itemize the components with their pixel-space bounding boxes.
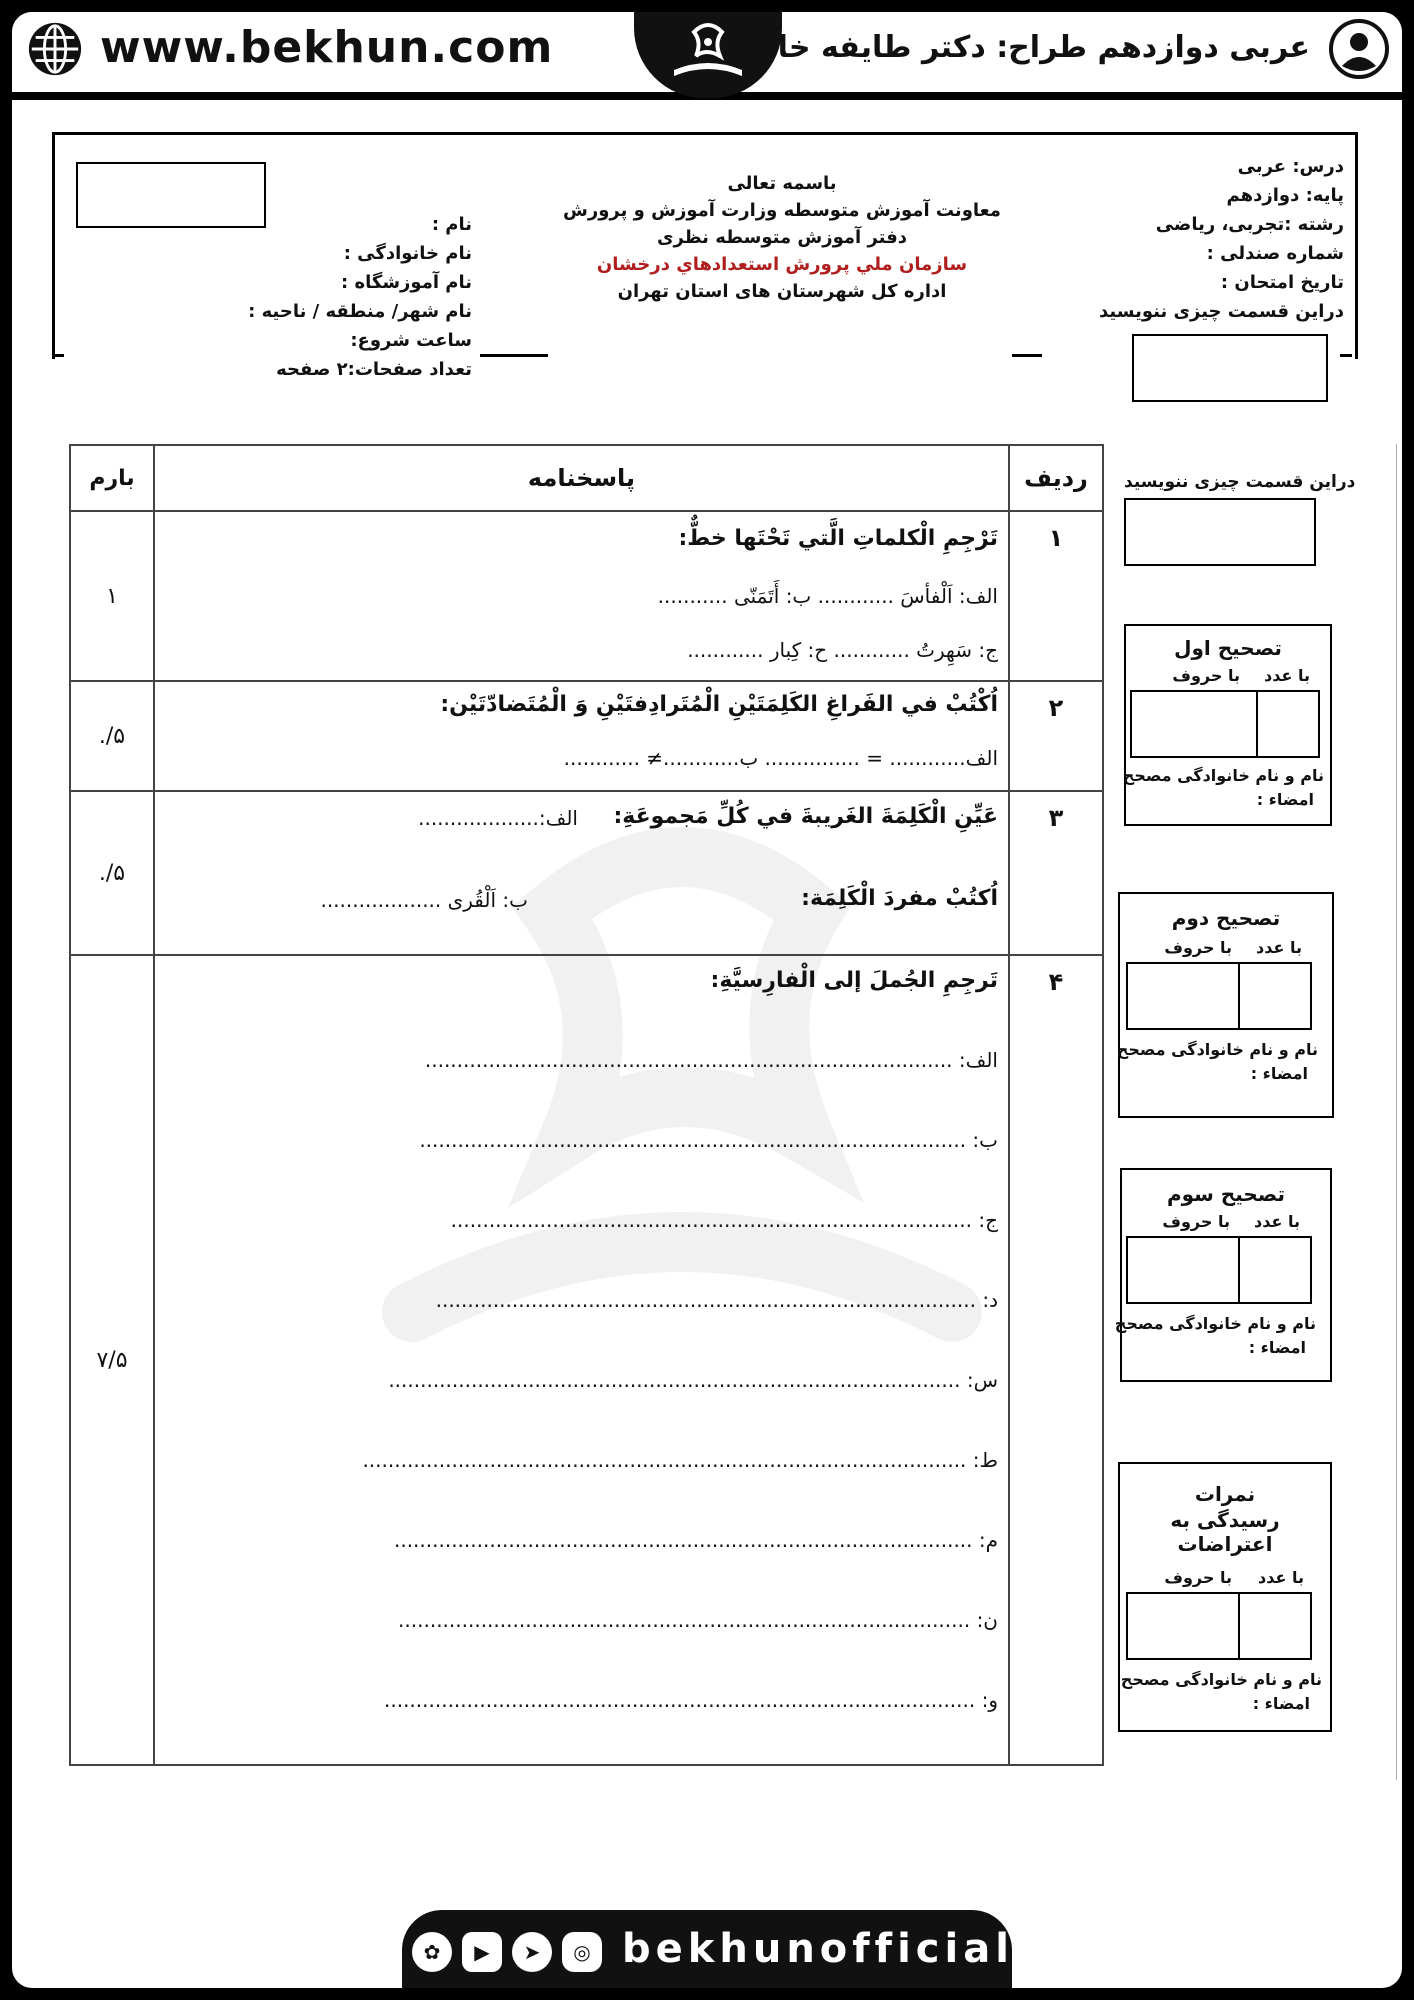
header-dash-left bbox=[480, 354, 548, 357]
course-label: درس: عربی bbox=[1237, 156, 1344, 177]
by-letters-label: با حروف bbox=[1172, 666, 1240, 685]
score-number-cell[interactable] bbox=[1238, 962, 1312, 1030]
grading-box-subtitle: رسیدگی به اعتراضات bbox=[1170, 1508, 1280, 1556]
table-header-row bbox=[70, 445, 1103, 511]
side-top-box bbox=[1124, 498, 1316, 566]
grading-box-title: نمرات bbox=[1194, 1482, 1256, 1506]
q4-item-sin[interactable]: س: .......................................................................................... bbox=[388, 1368, 998, 1392]
score-number-cell[interactable] bbox=[1238, 1592, 1312, 1660]
q4-answer-area[interactable] bbox=[154, 955, 1009, 1765]
table-row bbox=[70, 791, 1103, 955]
site-url[interactable]: www.bekhun.com bbox=[100, 22, 554, 73]
score-letters-cell[interactable] bbox=[1130, 690, 1258, 758]
q1-line-1[interactable]: الف: اَلْفأسَ ............ ب: أَتَمَنّی ........... bbox=[657, 584, 998, 608]
by-number-label: با عدد bbox=[1258, 1568, 1304, 1587]
score-letters-cell[interactable] bbox=[1126, 1592, 1240, 1660]
q1-title: تَرْجِمِ الْكلماتِ الَّتي تَحْتَها خطٌّ: bbox=[678, 526, 998, 551]
user-icon bbox=[1328, 18, 1390, 80]
q4-number: ۴ bbox=[1009, 955, 1103, 1765]
score-number-cell[interactable] bbox=[1256, 690, 1320, 758]
q3-title-answer[interactable]: الف:................... bbox=[418, 806, 578, 830]
q4-item-vav[interactable]: و: ............................................................................................. bbox=[384, 1688, 998, 1712]
page-count-label: تعداد صفحات:۲ صفحه bbox=[276, 359, 472, 380]
q3-title: عَيِّنِ الْكَلِمَةَ الغَريبةَ في كُلِّ مَجموعَةِ: bbox=[613, 804, 998, 829]
score-number-cell[interactable] bbox=[1238, 1236, 1312, 1304]
organization-line: سازمان ملي پرورش استعدادهاي درخشان bbox=[596, 254, 968, 275]
directorate-line: اداره کل شهرستان های استان تهران bbox=[617, 281, 947, 302]
exam-page bbox=[12, 12, 1402, 1988]
q4-item-mim[interactable]: م: ........................................................................................... bbox=[393, 1528, 998, 1552]
by-number-label: با عدد bbox=[1264, 666, 1310, 685]
answer-header: پاسخنامه bbox=[154, 445, 1009, 511]
grading-box-second bbox=[1118, 892, 1334, 1118]
header-edge-left bbox=[52, 354, 64, 357]
by-letters-label: با حروف bbox=[1164, 1568, 1232, 1587]
ministry-line: معاونت آموزش متوسطه وزارت آموزش و پرورش bbox=[563, 200, 1001, 221]
signature-label: امضاء : bbox=[1248, 1338, 1306, 1357]
score-letters-cell[interactable] bbox=[1126, 962, 1240, 1030]
q1-answer-area[interactable] bbox=[154, 511, 1009, 681]
by-letters-label: با حروف bbox=[1162, 1212, 1230, 1231]
q4-item-ta[interactable]: ط: ............................................................................................... bbox=[362, 1448, 998, 1472]
telegram-icon[interactable]: ➤ bbox=[512, 1932, 552, 1972]
grading-box-title: تصحیح دوم bbox=[1171, 906, 1281, 930]
q1-line-2[interactable]: ج: سَهِرتُ ............ ح: کِبار ............ bbox=[687, 638, 998, 662]
row-header: ردیف bbox=[1009, 445, 1103, 511]
youtube-icon[interactable]: ▶ bbox=[462, 1932, 502, 1972]
q2-number: ۲ bbox=[1009, 681, 1103, 791]
q2-answer-area[interactable] bbox=[154, 681, 1009, 791]
q4-score: ۷/۵ bbox=[70, 955, 154, 1765]
answer-table bbox=[69, 444, 1104, 1766]
office-line: دفتر آموزش متوسطه نظری bbox=[656, 227, 908, 248]
q3-answer-area[interactable] bbox=[154, 791, 1009, 955]
grading-box-objections bbox=[1118, 1462, 1332, 1732]
score-letters-cell[interactable] bbox=[1126, 1236, 1240, 1304]
do-not-write-label: دراین قسمت چیزی ننویسید bbox=[1099, 301, 1344, 322]
q3-line-1-answer[interactable]: ب: اَلْقُرى ................... bbox=[320, 888, 528, 912]
header-edge-right bbox=[1340, 354, 1352, 357]
family-name-field[interactable]: نام خانوادگی : bbox=[343, 243, 472, 264]
table-row bbox=[70, 955, 1103, 1765]
q4-item-alef[interactable]: الف: ................................................................................... bbox=[424, 1048, 998, 1072]
grading-box-third bbox=[1114, 1168, 1332, 1382]
grader-name-label: نام و نام خانوادگی مصحح bbox=[1122, 766, 1324, 785]
grader-name-label: نام و نام خانوادگی مصحح bbox=[1120, 1670, 1322, 1689]
bismillah-line: باسمه تعالی bbox=[727, 173, 837, 194]
grading-box-title: تصحیح سوم bbox=[1166, 1182, 1286, 1206]
photo-box bbox=[76, 162, 266, 228]
q1-number: ۱ bbox=[1009, 511, 1103, 681]
city-field[interactable]: نام شهر/ منطقه / ناحیه : bbox=[248, 301, 472, 322]
table-row bbox=[70, 681, 1103, 791]
grading-box-first bbox=[1124, 624, 1332, 826]
start-time-field[interactable]: ساعت شروع: bbox=[350, 330, 472, 351]
grading-box-title: تصحیح اول bbox=[1174, 636, 1282, 660]
field-label: رشته :تجربی، ریاضی bbox=[1155, 214, 1344, 235]
exam-info-right bbox=[1099, 152, 1344, 326]
name-field[interactable]: نام : bbox=[431, 214, 472, 235]
exam-date-label: تاریخ امتحان : bbox=[1220, 272, 1344, 293]
grader-name-label: نام و نام خانوادگی مصحح bbox=[1116, 1040, 1318, 1059]
exam-info-center bbox=[532, 170, 1032, 305]
q3-line-1: اُكتُبْ مفردَ الْكَلِمَة: bbox=[801, 886, 998, 911]
school-field[interactable]: نام آموزشگاه : bbox=[341, 272, 472, 293]
side-do-not-write: دراین قسمت چیزی ننویسید bbox=[1124, 472, 1356, 492]
signature-label: امضاء : bbox=[1256, 790, 1314, 809]
q4-item-dal[interactable]: د: ..................................................................................... bbox=[435, 1288, 998, 1312]
q2-line-1[interactable]: الف............ = ............... ب............≠ ............ bbox=[563, 746, 998, 770]
table-row bbox=[70, 511, 1103, 681]
social-handle[interactable]: bekhunofficial bbox=[622, 1926, 1014, 1972]
signature-label: امضاء : bbox=[1252, 1694, 1310, 1713]
exam-info-left bbox=[248, 210, 472, 384]
grader-name-label: نام و نام خانوادگی مصحح bbox=[1114, 1314, 1316, 1333]
by-number-label: با عدد bbox=[1254, 1212, 1300, 1231]
q4-item-be[interactable]: ب: ...................................................................................... bbox=[419, 1128, 998, 1152]
header-dash-right bbox=[1012, 354, 1042, 357]
score-header: بارم bbox=[70, 445, 154, 511]
q2-score: ./۵ bbox=[70, 681, 154, 791]
header-title: عربی دوازدهم طراح: دکتر طایفه خانی bbox=[736, 30, 1310, 65]
q2-title: اُكْتُبْ في الفَراغِ الكَلِمَتَيْنِ الْمُتَرادِفتَيْنِ وَ الْمُتَضادّتَيْن: bbox=[440, 692, 998, 717]
instagram-icon[interactable]: ◎ bbox=[562, 1932, 602, 1972]
aparat-icon[interactable]: ✿ bbox=[412, 1932, 452, 1972]
top-bar bbox=[12, 12, 1402, 100]
signature-label: امضاء : bbox=[1250, 1064, 1308, 1083]
globe-icon bbox=[26, 20, 84, 78]
q1-score: ۱ bbox=[70, 511, 154, 681]
grade-label: پایه: دوازدهم bbox=[1226, 185, 1344, 206]
official-use-box bbox=[1132, 334, 1328, 402]
by-letters-label: با حروف bbox=[1164, 938, 1232, 957]
q4-item-jim[interactable]: ج: .................................................................................. bbox=[450, 1208, 998, 1232]
q4-title: تَرجِمِ الجُملَ إلى الْفارِسيَّةِ: bbox=[710, 968, 998, 993]
seat-number-label: شماره صندلی : bbox=[1206, 243, 1344, 264]
q4-item-nun[interactable]: ن: .......................................................................................... bbox=[398, 1608, 998, 1632]
by-number-label: با عدد bbox=[1256, 938, 1302, 957]
q3-score: ./۵ bbox=[70, 791, 154, 955]
q3-number: ۳ bbox=[1009, 791, 1103, 955]
